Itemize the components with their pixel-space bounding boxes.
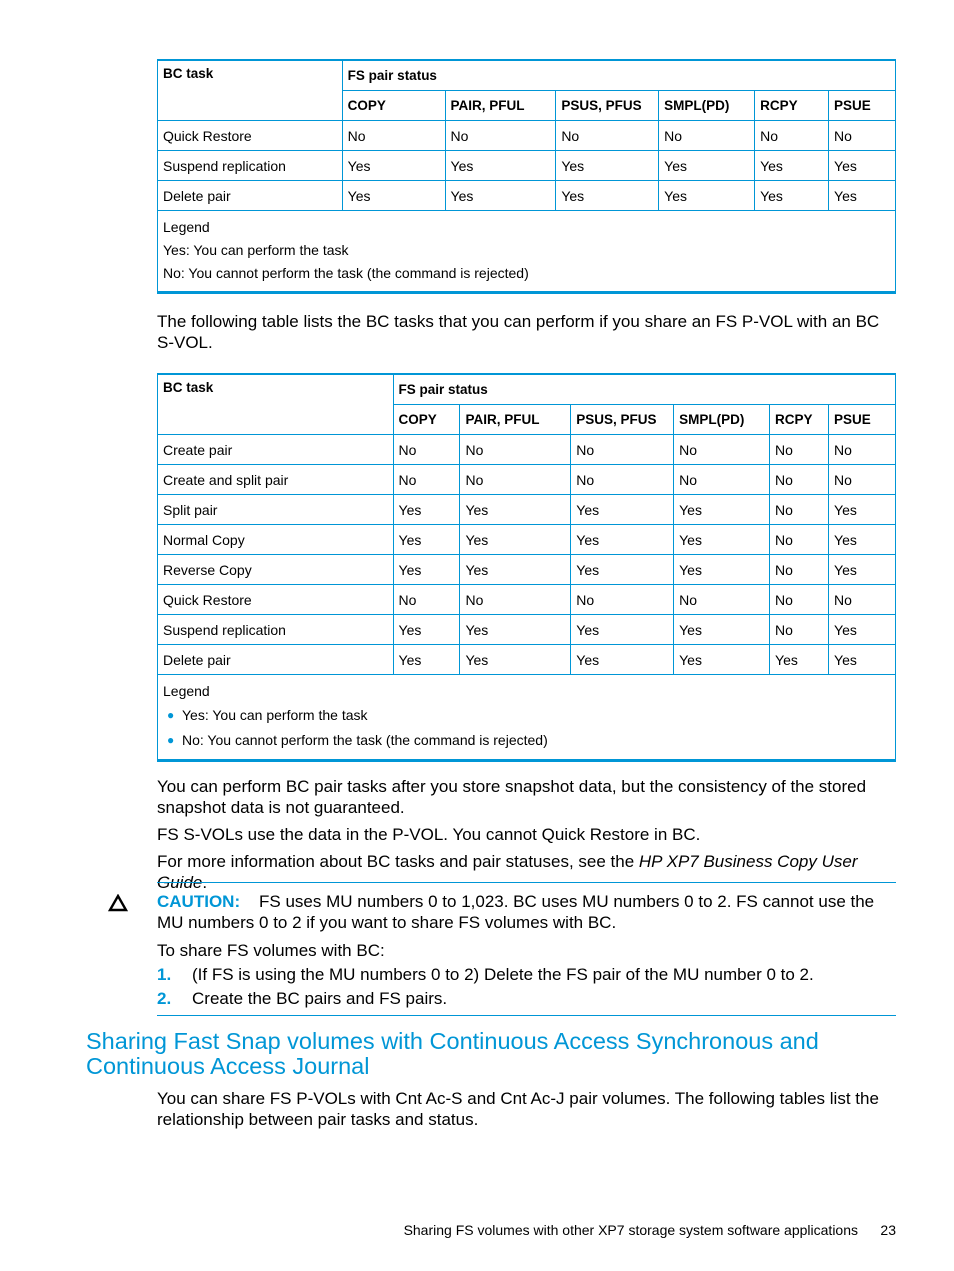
status-cell: Yes — [829, 181, 896, 211]
status-cell: No — [674, 465, 770, 495]
status-cell: No — [770, 615, 829, 645]
status-cell: Yes — [829, 615, 896, 645]
status-cell: No — [829, 121, 896, 151]
status-cell: Yes — [393, 495, 460, 525]
status-cell: No — [571, 585, 674, 615]
table-row — [158, 615, 896, 645]
status-cell: Yes — [556, 151, 659, 181]
page-number: 23 — [880, 1222, 896, 1238]
table-row — [158, 495, 896, 525]
status-cell: No — [571, 435, 674, 465]
task-cell: Quick Restore — [158, 585, 394, 615]
task-cell: Create pair — [158, 435, 394, 465]
table-row — [158, 645, 896, 675]
table-row — [158, 585, 896, 615]
snapshot-paragraph: You can perform BC pair tasks after you store snapshot data, but the consistency of the stored snapshot data is not guaranteed. — [157, 777, 867, 817]
legend-item — [163, 728, 890, 753]
legend-title: Legend — [163, 219, 210, 235]
status-cell: Yes — [829, 555, 896, 585]
status-cell: No — [829, 435, 896, 465]
status-cell: Yes — [674, 615, 770, 645]
status-cell: No — [674, 435, 770, 465]
status-cell: No — [770, 465, 829, 495]
bc-task-table-1 — [157, 59, 896, 294]
step-item — [157, 987, 897, 1011]
status-cell: Yes — [659, 181, 755, 211]
status-cell: No — [460, 465, 571, 495]
section-heading: Sharing Fast Snap volumes with Continuous Access Synchronous and Continuous Access Journal — [86, 1028, 819, 1079]
column-header: SMPL(PD) — [674, 405, 770, 435]
caution-top-rule — [157, 882, 896, 883]
column-header: PAIR, PFUL — [460, 405, 571, 435]
task-cell: Delete pair — [158, 181, 343, 211]
status-cell: Yes — [829, 645, 896, 675]
status-cell: No — [460, 585, 571, 615]
status-cell: No — [393, 465, 460, 495]
caution-bottom-rule — [157, 1015, 896, 1016]
column-header: COPY — [342, 91, 445, 121]
step-text: (If FS is using the MU numbers 0 to 2) Delete the FS pair of the MU number 0 to 2. — [192, 965, 814, 984]
status-cell: Yes — [674, 555, 770, 585]
status-cell: No — [342, 121, 445, 151]
task-cell: Delete pair — [158, 645, 394, 675]
status-cell: No — [829, 585, 896, 615]
column-header: PAIR, PFUL — [445, 91, 556, 121]
status-cell: Yes — [829, 525, 896, 555]
status-cell: Yes — [571, 555, 674, 585]
column-header: RCPY — [770, 405, 829, 435]
step-number: 2. — [157, 989, 172, 1008]
column-header: PSUS, PFUS — [556, 91, 659, 121]
legend-item: No: You cannot perform the task (the command is rejected) — [163, 265, 529, 281]
status-cell: No — [674, 585, 770, 615]
bullet-icon: ● — [167, 708, 175, 722]
status-cell: No — [571, 465, 674, 495]
status-cell: Yes — [674, 525, 770, 555]
legend-item: Yes: You can perform the task — [163, 242, 349, 258]
legend-list — [163, 703, 890, 753]
more-info-paragraph — [157, 851, 897, 893]
status-cell: Yes — [460, 495, 571, 525]
more-info-suffix: . — [202, 873, 208, 892]
legend-item-text: Yes: You can perform the task — [182, 707, 368, 723]
status-cell: Yes — [393, 555, 460, 585]
status-cell: Yes — [770, 645, 829, 675]
status-cell: No — [770, 495, 829, 525]
column-header: PSUE — [829, 91, 896, 121]
task-cell: Normal Copy — [158, 525, 394, 555]
guide-title: HP XP7 Business Copy User Guide — [157, 852, 858, 892]
status-cell: Yes — [460, 555, 571, 585]
status-cell: No — [770, 555, 829, 585]
status-cell: Yes — [445, 181, 556, 211]
legend-cell — [158, 211, 896, 293]
status-header: FS pair status — [393, 374, 895, 405]
status-cell: Yes — [674, 495, 770, 525]
status-cell: Yes — [393, 645, 460, 675]
step-number: 1. — [157, 965, 172, 984]
status-cell: No — [393, 585, 460, 615]
status-cell: Yes — [556, 181, 659, 211]
bc-task-table-2 — [157, 373, 896, 762]
status-cell: Yes — [445, 151, 556, 181]
caution-text: FS uses MU numbers 0 to 1,023. BC uses MU numbers 0 to 2. FS cannot use the MU numbers 0 to 2 if you want to share FS volumes with BC. — [157, 892, 875, 932]
status-cell: No — [393, 435, 460, 465]
table-row — [158, 555, 896, 585]
task-cell: Split pair — [158, 495, 394, 525]
status-cell: Yes — [393, 525, 460, 555]
task-cell: Reverse Copy — [158, 555, 394, 585]
status-cell: Yes — [829, 151, 896, 181]
status-cell: No — [659, 121, 755, 151]
status-cell: Yes — [571, 525, 674, 555]
status-header: FS pair status — [342, 60, 895, 91]
status-cell: Yes — [829, 495, 896, 525]
table2-intro: The following table lists the BC tasks that you can perform if you share an FS P-VOL with an BC S-VOL. — [157, 312, 880, 352]
status-cell: No — [556, 121, 659, 151]
status-cell: Yes — [674, 645, 770, 675]
column-header: RCPY — [755, 91, 829, 121]
legend-item-text: No: You cannot perform the task (the command is rejected) — [182, 732, 548, 748]
svols-paragraph: FS S-VOLs use the data in the P-VOL. You cannot Quick Restore in BC. — [157, 825, 701, 844]
status-cell: No — [770, 525, 829, 555]
task-cell: Create and split pair — [158, 465, 394, 495]
status-cell: Yes — [571, 495, 674, 525]
task-cell: Suspend replication — [158, 151, 343, 181]
task-cell: Quick Restore — [158, 121, 343, 151]
bullet-icon: ● — [167, 733, 175, 747]
legend-title: Legend — [163, 683, 210, 699]
status-cell: No — [445, 121, 556, 151]
section-paragraph: You can share FS P-VOLs with Cnt Ac-S and Cnt Ac-J pair volumes. The following tables list the relationship between pair tasks and status. — [157, 1089, 879, 1129]
table-row — [158, 121, 896, 151]
status-cell: Yes — [393, 615, 460, 645]
status-cell: No — [770, 435, 829, 465]
table-row — [158, 435, 896, 465]
status-cell: No — [460, 435, 571, 465]
share-intro: To share FS volumes with BC: — [157, 941, 385, 960]
table-row — [158, 181, 896, 211]
column-header: PSUS, PFUS — [571, 405, 674, 435]
status-cell: Yes — [342, 181, 445, 211]
step-item — [157, 963, 897, 987]
table-row — [158, 525, 896, 555]
step-text: Create the BC pairs and FS pairs. — [192, 989, 448, 1008]
table-row — [158, 151, 896, 181]
column-header: SMPL(PD) — [659, 91, 755, 121]
legend-cell — [158, 675, 896, 761]
caution-note — [157, 891, 897, 933]
table-row — [158, 465, 896, 495]
task-header: BC task — [158, 374, 394, 435]
status-cell: No — [829, 465, 896, 495]
status-cell: No — [770, 585, 829, 615]
more-info-prefix: For more information about BC tasks and pair statuses, see the — [157, 852, 639, 871]
status-cell: Yes — [571, 645, 674, 675]
status-cell: Yes — [571, 615, 674, 645]
legend-item — [163, 703, 890, 728]
task-cell: Suspend replication — [158, 615, 394, 645]
caution-label: CAUTION: — [157, 892, 241, 911]
status-cell: No — [755, 121, 829, 151]
steps-list — [157, 963, 897, 1011]
status-cell: Yes — [755, 151, 829, 181]
status-cell: Yes — [342, 151, 445, 181]
status-cell: Yes — [659, 151, 755, 181]
status-cell: Yes — [460, 645, 571, 675]
status-cell: Yes — [460, 525, 571, 555]
footer-text: Sharing FS volumes with other XP7 storage system software applications — [403, 1222, 858, 1238]
status-cell: Yes — [460, 615, 571, 645]
task-header: BC task — [158, 60, 343, 121]
status-cell: Yes — [755, 181, 829, 211]
caution-icon — [108, 894, 128, 912]
column-header: COPY — [393, 405, 460, 435]
column-header: PSUE — [829, 405, 896, 435]
